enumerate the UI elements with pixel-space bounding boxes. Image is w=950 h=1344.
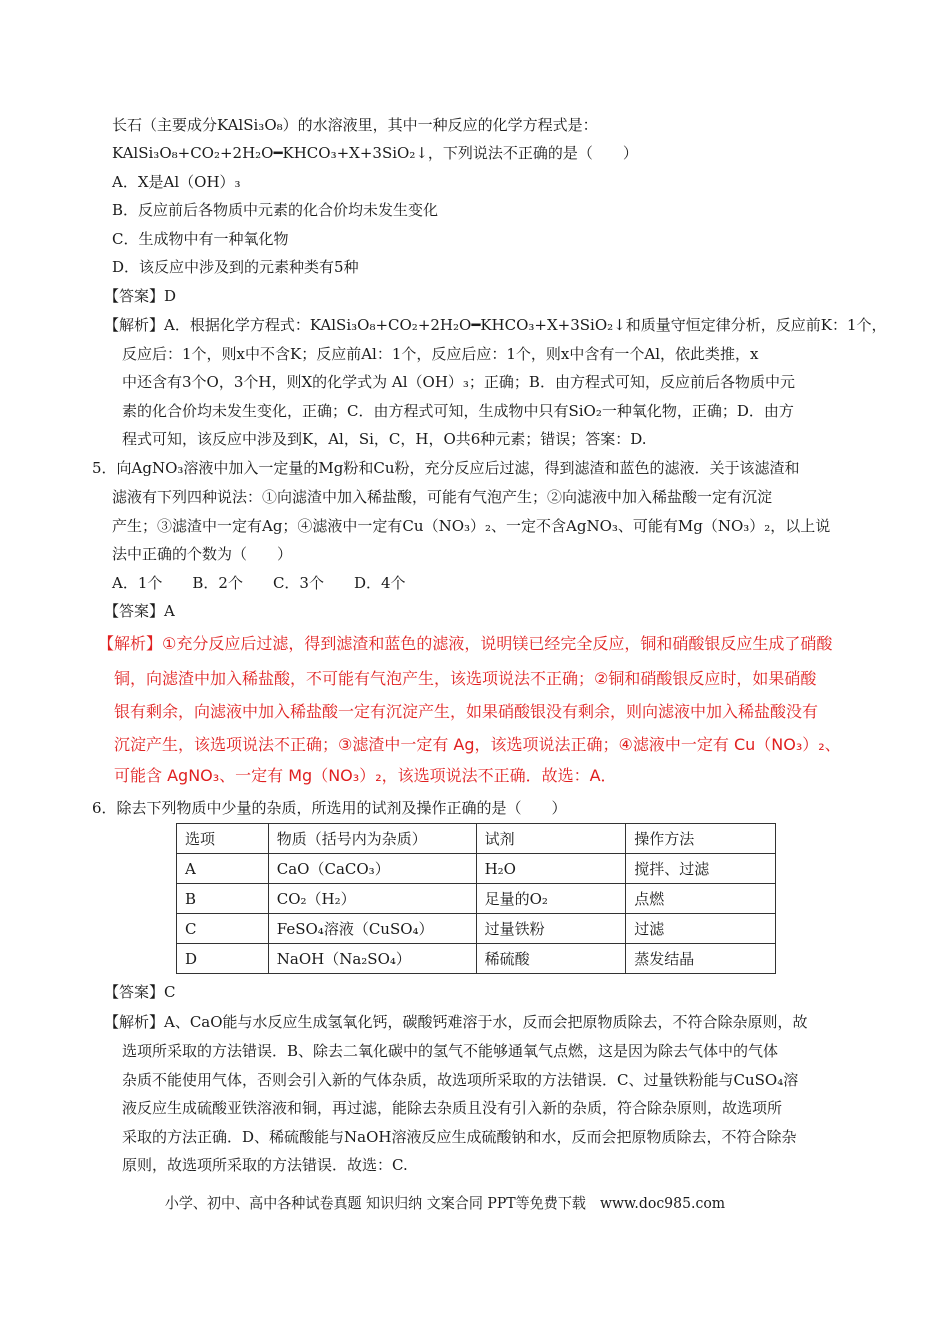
table-row bbox=[177, 854, 776, 884]
table-cell: C bbox=[177, 914, 269, 944]
q6-options-table bbox=[176, 823, 776, 974]
q4-option-b: B．反应前后各物质中元素的化合价均未发生变化 bbox=[112, 201, 439, 219]
q6-analysis-line-2: 选项所采取的方法错误．B、除去二氧化碳中的氢气不能够通氧气点燃，这是因为除去气体中的气体 bbox=[122, 1042, 779, 1060]
q4-option-a: A．X是Al（OH）₃ bbox=[112, 173, 241, 191]
q5-analysis-line-4: 沉淀产生，该选项说法不正确；③滤渣中一定有 Ag，该选项说法正确；④滤液中一定有 Cu（NO₃）₂、 bbox=[114, 735, 841, 754]
q4-stem-line-1: 长石（主要成分KAlSi₃O₈）的水溶液里，其中一种反应的化学方程式是： bbox=[112, 116, 598, 134]
table-cell: CO₂（H₂） bbox=[268, 884, 476, 914]
q4-option-d: D．该反应中涉及到的元素种类有5种 bbox=[112, 258, 359, 276]
q6-analysis-line-4: 液反应生成硫酸亚铁溶液和铜，再过滤，能除去杂质且没有引入新的杂质，符合除杂原则，故选项所 bbox=[122, 1099, 783, 1117]
table-header-cell: 选项 bbox=[177, 824, 269, 854]
q6-answer: 【答案】C bbox=[104, 983, 176, 1001]
q4-analysis-line-1: 【解析】A．根据化学方程式：KAlSi₃O₈+CO₂+2H₂O━KHCO₃+X+3SiO₂↓和质量守恒定律分析，反应前K：1个， bbox=[104, 316, 887, 334]
table-header-cell: 操作方法 bbox=[626, 824, 776, 854]
q5-stem-line-1: 5．向AgNO₃溶液中加入一定量的Mg粉和Cu粉，充分反应后过滤，得到滤渣和蓝色的滤液．关于该滤渣和 bbox=[92, 459, 800, 477]
table-cell: FeSO₄溶液（CuSO₄） bbox=[268, 914, 476, 944]
q5-analysis-line-3: 银有剩余，向滤液中加入稀盐酸一定有沉淀产生，如果硝酸银没有剩余，则向滤液中加入稀盐酸没有 bbox=[114, 702, 819, 721]
table-row bbox=[177, 914, 776, 944]
table-cell: H₂O bbox=[476, 854, 626, 884]
table-cell: 搅拌、过滤 bbox=[626, 854, 776, 884]
q4-option-c: C．生成物中有一种氧化物 bbox=[112, 230, 289, 248]
q6-stem: 6．除去下列物质中少量的杂质，所选用的试剂及操作正确的是（ ） bbox=[92, 799, 567, 817]
q6-analysis-line-1: 【解析】A、CaO能与水反应生成氢氧化钙，碳酸钙难溶于水，反而会把原物质除去，不符合除杂原则，故 bbox=[104, 1013, 808, 1031]
table-row bbox=[177, 884, 776, 914]
q5-analysis-line-1: 【解析】①充分反应后过滤，得到滤渣和蓝色的滤液，说明镁已经完全反应，铜和硝酸银反应生成了硝酸 bbox=[98, 634, 833, 653]
q5-stem-line-2: 滤液有下列四种说法：①向滤渣中加入稀盐酸，可能有气泡产生；②向滤液中加入稀盐酸一定有沉淀 bbox=[112, 488, 773, 506]
q4-analysis-line-3: 中还含有3个O，3个H，则X的化学式为 Al（OH）₃；正确；B．由方程式可知，反应前后各物质中元 bbox=[122, 373, 795, 391]
table-cell: CaO（CaCO₃） bbox=[268, 854, 476, 884]
q4-answer: 【答案】D bbox=[104, 287, 177, 305]
page-footer: 小学、初中、高中各种试卷真题 知识归纳 文案合同 PPT等免费下载 www.doc985.com bbox=[164, 1194, 726, 1212]
table-cell: D bbox=[177, 944, 269, 974]
q5-stem-line-3: 产生；③滤渣中一定有Ag；④滤液中一定有Cu（NO₃）₂、一定不含AgNO₃、可能有Mg（NO₃）₂，以上说 bbox=[112, 517, 831, 535]
q5-answer: 【答案】A bbox=[104, 602, 175, 620]
q4-analysis-line-5: 程式可知，该反应中涉及到K，Al，Si，C，H，O共6种元素；错误；答案：D. bbox=[122, 430, 647, 448]
q5-analysis-line-2: 铜，向滤渣中加入稀盐酸，不可能有气泡产生，该选项说法不正确；②铜和硝酸银反应时，如果硝酸 bbox=[114, 669, 817, 688]
table-cell: 蒸发结晶 bbox=[626, 944, 776, 974]
table-cell: A bbox=[177, 854, 269, 884]
table-header-row bbox=[177, 824, 776, 854]
table-header-cell: 物质（括号内为杂质） bbox=[268, 824, 476, 854]
table-cell: NaOH（Na₂SO₄） bbox=[268, 944, 476, 974]
q6-analysis-line-3: 杂质不能使用气体，否则会引入新的气体杂质，故选项所采取的方法错误．C、过量铁粉能与CuSO₄溶 bbox=[122, 1071, 799, 1089]
table-cell: 过滤 bbox=[626, 914, 776, 944]
q4-analysis-line-2: 反应后：1个，则x中不含K；反应前Al：1个，反应后应：1个，则x中含有一个Al，依此类推，x bbox=[122, 345, 759, 363]
q4-stem-line-2: KAlSi₃O₈+CO₂+2H₂O━KHCO₃+X+3SiO₂↓，下列说法不正确的是（ ） bbox=[112, 144, 638, 162]
table-cell: 过量铁粉 bbox=[476, 914, 626, 944]
q5-stem-line-4: 法中正确的个数为（ ） bbox=[112, 545, 293, 563]
table-cell: 足量的O₂ bbox=[476, 884, 626, 914]
table-cell: 稀硫酸 bbox=[476, 944, 626, 974]
table-header-cell: 试剂 bbox=[476, 824, 626, 854]
table-cell: 点燃 bbox=[626, 884, 776, 914]
q6-analysis-line-5: 采取的方法正确．D、稀硫酸能与NaOH溶液反应生成硫酸钠和水，反而会把原物质除去，不符合除杂 bbox=[122, 1128, 797, 1146]
q5-analysis-line-5: 可能含 AgNO₃、一定有 Mg（NO₃）₂，该选项说法不正确．故选：A． bbox=[114, 766, 617, 785]
q5-options: A．1个 B．2个 C．3个 D．4个 bbox=[112, 574, 406, 592]
table-cell: B bbox=[177, 884, 269, 914]
q6-analysis-line-6: 原则，故选项所采取的方法错误．故选：C. bbox=[122, 1156, 408, 1174]
q4-analysis-line-4: 素的化合价均未发生变化，正确；C．由方程式可知，生成物中只有SiO₂一种氧化物，正确；D．由方 bbox=[122, 402, 794, 420]
table-row bbox=[177, 944, 776, 974]
